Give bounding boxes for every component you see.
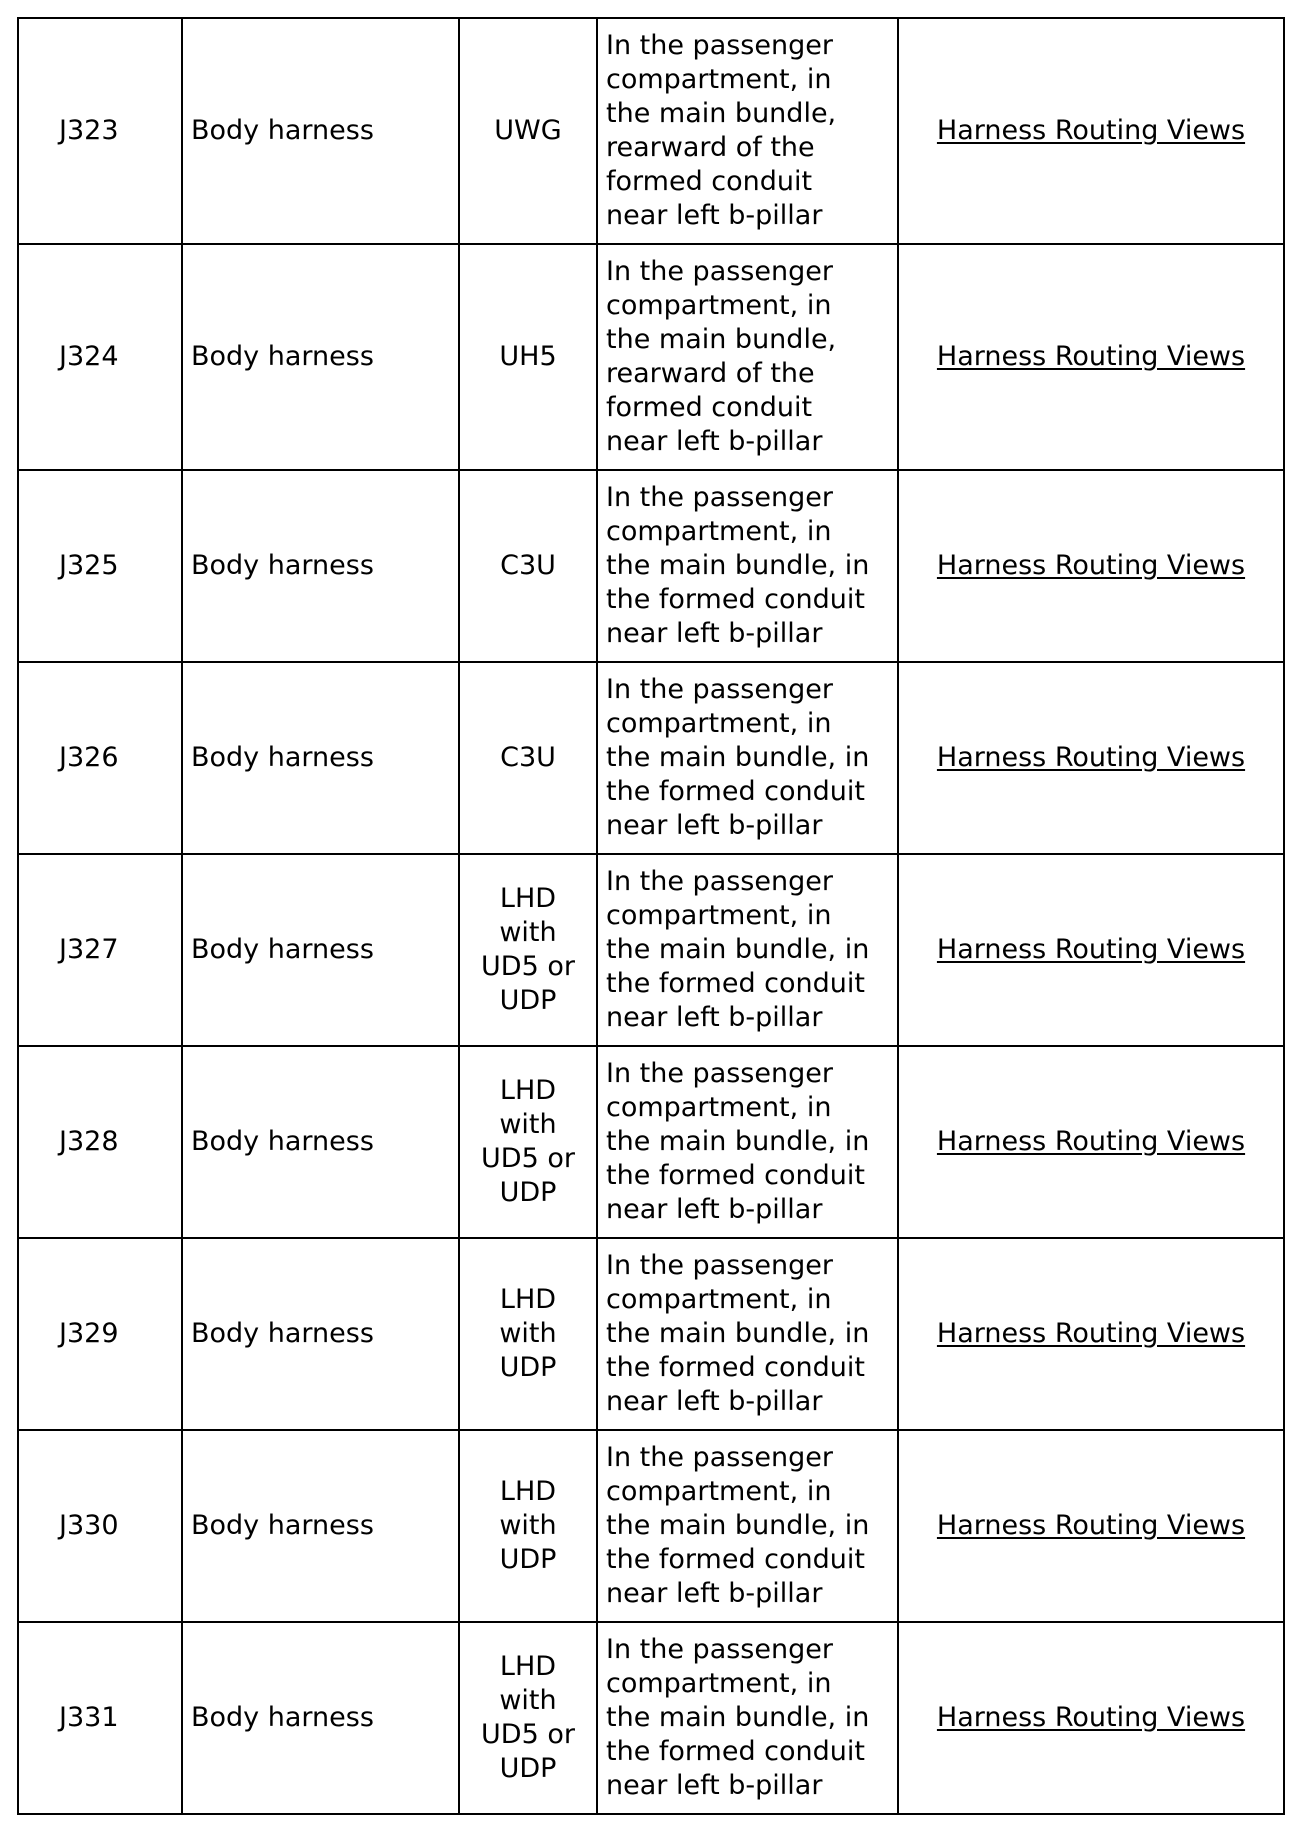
harness-name: Body harness	[191, 341, 374, 372]
location-cell	[597, 1430, 898, 1622]
harness-routing-views-link[interactable]: Harness Routing Views	[936, 1510, 1246, 1541]
option-code: C3U	[500, 742, 556, 773]
connector-id: J325	[59, 550, 119, 581]
option-cell	[459, 662, 597, 854]
harness-cell	[182, 1622, 459, 1814]
location-text: In the passenger compartment, in the main bundle, in the formed conduit near left b-pillar	[606, 1634, 870, 1801]
harness-routing-views-link[interactable]: Harness Routing Views	[936, 550, 1246, 581]
table-row	[18, 662, 1284, 854]
connector-id-cell	[18, 1622, 182, 1814]
link-cell	[898, 18, 1284, 244]
harness-name: Body harness	[191, 1126, 374, 1157]
option-cell	[459, 1046, 597, 1238]
harness-name: Body harness	[191, 1702, 374, 1733]
link-cell	[898, 1238, 1284, 1430]
option-code: LHD with UD5 or UDP	[481, 883, 575, 1016]
option-cell	[459, 18, 597, 244]
harness-routing-views-link[interactable]: Harness Routing Views	[936, 934, 1246, 965]
location-cell	[597, 854, 898, 1046]
connector-table	[17, 17, 1285, 1815]
harness-cell	[182, 1430, 459, 1622]
option-code: LHD with UDP	[499, 1476, 557, 1575]
table-row	[18, 18, 1284, 244]
harness-routing-views-link[interactable]: Harness Routing Views	[936, 1126, 1246, 1157]
location-text: In the passenger compartment, in the main bundle, in the formed conduit near left b-pillar	[606, 866, 870, 1033]
option-code: C3U	[500, 550, 556, 581]
option-code: LHD with UD5 or UDP	[481, 1075, 575, 1208]
connector-id-cell	[18, 244, 182, 470]
table-row	[18, 1430, 1284, 1622]
connector-id: J326	[59, 742, 119, 773]
table-row	[18, 854, 1284, 1046]
connector-id: J324	[59, 341, 119, 372]
connector-id-cell	[18, 470, 182, 662]
location-text: In the passenger compartment, in the main bundle, in the formed conduit near left b-pillar	[606, 674, 870, 841]
harness-routing-views-link[interactable]: Harness Routing Views	[936, 341, 1246, 372]
option-cell	[459, 1622, 597, 1814]
harness-routing-views-link[interactable]: Harness Routing Views	[936, 1702, 1246, 1733]
location-text: In the passenger compartment, in the main bundle, in the formed conduit near left b-pillar	[606, 1442, 870, 1609]
location-cell	[597, 244, 898, 470]
option-code: UWG	[494, 115, 562, 146]
table-row	[18, 244, 1284, 470]
harness-name: Body harness	[191, 115, 374, 146]
link-cell	[898, 244, 1284, 470]
location-text: In the passenger compartment, in the main bundle, in the formed conduit near left b-pillar	[606, 482, 870, 649]
option-cell	[459, 1430, 597, 1622]
link-cell	[898, 1430, 1284, 1622]
connector-id: J331	[59, 1702, 119, 1733]
location-cell	[597, 1046, 898, 1238]
connector-id: J327	[59, 934, 119, 965]
connector-id: J328	[59, 1126, 119, 1157]
harness-cell	[182, 1238, 459, 1430]
harness-name: Body harness	[191, 1318, 374, 1349]
table-row	[18, 1046, 1284, 1238]
harness-cell	[182, 470, 459, 662]
location-cell	[597, 662, 898, 854]
connector-id-cell	[18, 854, 182, 1046]
harness-cell	[182, 1046, 459, 1238]
harness-cell	[182, 244, 459, 470]
link-cell	[898, 1046, 1284, 1238]
connector-id-cell	[18, 662, 182, 854]
connector-id-cell	[18, 1238, 182, 1430]
harness-name: Body harness	[191, 934, 374, 965]
harness-cell	[182, 854, 459, 1046]
harness-cell	[182, 18, 459, 244]
harness-name: Body harness	[191, 742, 374, 773]
location-text: In the passenger compartment, in the main bundle, in the formed conduit near left b-pillar	[606, 1058, 870, 1225]
link-cell	[898, 1622, 1284, 1814]
location-text: In the passenger compartment, in the main bundle, rearward of the formed conduit near left b-pillar	[606, 30, 837, 231]
harness-routing-views-link[interactable]: Harness Routing Views	[936, 742, 1246, 773]
option-cell	[459, 1238, 597, 1430]
harness-routing-views-link[interactable]: Harness Routing Views	[936, 1318, 1246, 1349]
link-cell	[898, 662, 1284, 854]
table-row	[18, 1622, 1284, 1814]
connector-id-cell	[18, 18, 182, 244]
option-code: LHD with UDP	[499, 1284, 557, 1383]
option-code: UH5	[499, 341, 557, 372]
location-text: In the passenger compartment, in the main bundle, in the formed conduit near left b-pillar	[606, 1250, 870, 1417]
link-cell	[898, 854, 1284, 1046]
table-row	[18, 470, 1284, 662]
option-cell	[459, 854, 597, 1046]
harness-name: Body harness	[191, 1510, 374, 1541]
connector-id: J329	[59, 1318, 119, 1349]
location-cell	[597, 1238, 898, 1430]
harness-routing-views-link[interactable]: Harness Routing Views	[936, 115, 1246, 146]
location-text: In the passenger compartment, in the main bundle, rearward of the formed conduit near left b-pillar	[606, 256, 837, 457]
harness-name: Body harness	[191, 550, 374, 581]
location-cell	[597, 18, 898, 244]
location-cell	[597, 470, 898, 662]
table-row	[18, 1238, 1284, 1430]
link-cell	[898, 470, 1284, 662]
option-code: LHD with UD5 or UDP	[481, 1651, 575, 1784]
option-cell	[459, 470, 597, 662]
location-cell	[597, 1622, 898, 1814]
connector-id-cell	[18, 1430, 182, 1622]
connector-id: J323	[59, 115, 119, 146]
connector-id-cell	[18, 1046, 182, 1238]
option-cell	[459, 244, 597, 470]
connector-id: J330	[59, 1510, 119, 1541]
harness-cell	[182, 662, 459, 854]
